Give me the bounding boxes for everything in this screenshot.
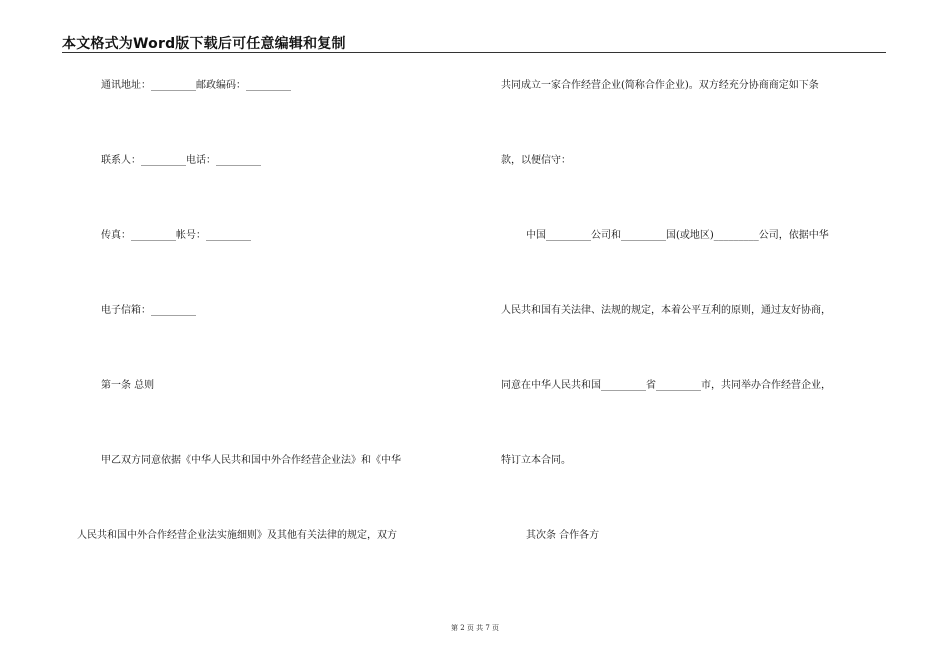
paragraph-line: 共同成立一家合作经营企业(简称合作企业)。双方经充分协商商定如下条 (501, 80, 819, 91)
article-1-heading: 第一条 总则 (101, 380, 155, 391)
paragraph-line: 款，以便信守： (501, 155, 571, 166)
article-2-heading: 其次条 合作各方 (526, 530, 600, 541)
paragraph-line: 同意在中华人民共和国_________省_________市，共同举办合作经营企业， (501, 380, 831, 391)
line-fax: 传真：_________帐号：_________ (101, 230, 251, 241)
paragraph-line: 甲乙双方同意依据《中华人民共和国中外合作经营企业法》和《中华 (101, 455, 401, 466)
header-divider (62, 52, 886, 53)
paragraph-line: 中国_________公司和_________国(或地区)_________公司，依据中华 (526, 230, 829, 241)
paragraph-line: 人民共和国中外合作经营企业法实施细则》及其他有关法律的规定，双方 (77, 530, 397, 541)
line-contact: 联系人：_________电话：_________ (101, 155, 261, 166)
page-number: 第 2 页 共 7 页 (450, 624, 500, 632)
line-email: 电子信箱：_________ (101, 305, 196, 316)
document-header: 本文格式为Word版下载后可任意编辑和复制 (62, 36, 346, 52)
line-address: 通讯地址：_________邮政编码：_________ (101, 80, 291, 91)
paragraph-line: 特订立本合同。 (501, 455, 571, 466)
paragraph-line: 人民共和国有关法律、法规的规定，本着公平互利的原则，通过友好协商， (501, 305, 831, 316)
